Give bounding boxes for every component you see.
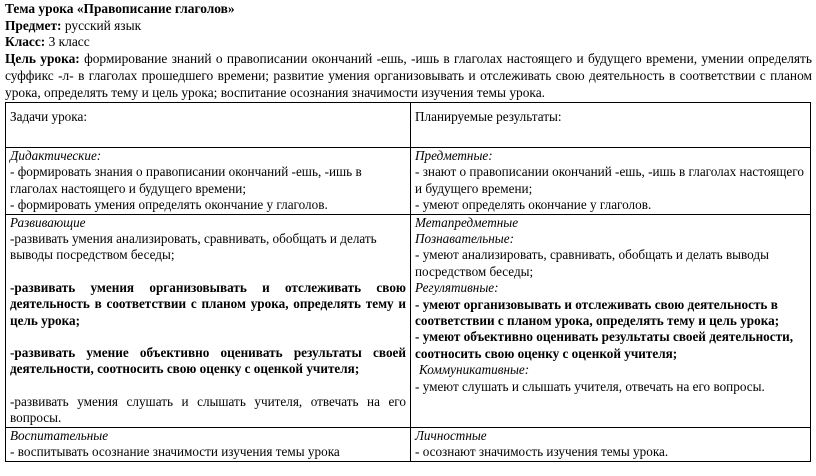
topic-text: Тема урока «Правописание глаголов» xyxy=(5,1,235,16)
meta-results-title: Метапредметные xyxy=(415,214,519,230)
meta-result-2: - умеют организовывать и отслеживать свою деятельность в соответствии с планом урока, определять тему и цель урока; xyxy=(415,296,780,329)
cell-subject-results xyxy=(411,148,811,215)
lesson-plan-table xyxy=(5,102,811,462)
column-header-results: Планируемые результаты: xyxy=(411,103,811,148)
goal-label: Цель урока: xyxy=(5,51,80,67)
column-header-tasks: Задачи урока: xyxy=(6,103,411,148)
developing-task-1: -развивать умения анализировать, сравнивать, обобщать и делать выводы посредством беседы; xyxy=(10,231,377,263)
class-label: Класс: xyxy=(5,34,46,50)
lesson-header xyxy=(0,0,816,101)
cognitive-subtitle: Познавательные: xyxy=(415,231,514,247)
table-row-developing xyxy=(6,214,811,427)
lesson-class xyxy=(5,34,812,51)
didactic-task-1: - формировать знания о правописании окончаний -ешь, -ишь в глаголах настоящего и будущего времени; xyxy=(10,164,362,196)
communicative-subtitle: Коммуникативные: xyxy=(419,362,530,378)
spacer xyxy=(10,329,406,345)
educational-task-1: - воспитывать осознание значимости изучения темы урока xyxy=(10,444,340,460)
goal-value: формирование знаний о правописании окончаний -ешь, -ишь в глаголах настоящего и будущего времени, умении определять суффикс -л- в глаголах прошедшего времени; развитие умения организовывать и отслеживать свою деятельность в соответствии с планом урока, определять тему и цель урока; воспитание осознания значимости изучения темы урока. xyxy=(5,51,812,100)
cell-educational-tasks xyxy=(6,427,411,461)
table-row-educational xyxy=(6,427,811,461)
subject-result-2: - умеют определять окончание у глаголов. xyxy=(415,197,652,213)
educational-title: Воспитательные xyxy=(10,427,109,443)
didactic-task-2: - формировать умения определять окончание у глаголов. xyxy=(10,197,328,213)
personal-results-title: Личностные xyxy=(415,427,487,443)
subject-label: Предмет: xyxy=(5,17,62,33)
subject-result-1: - знают о правописании окончаний -ешь, -ишь в глаголах настоящего и будущего времени; xyxy=(415,164,804,196)
cell-developing-tasks xyxy=(6,214,411,427)
subject-value: русский язык xyxy=(61,17,142,33)
cell-personal-results xyxy=(411,427,811,461)
personal-result-1: - осознают значимость изучения темы урока. xyxy=(415,444,669,460)
lesson-goal xyxy=(5,51,812,101)
meta-result-3: - умеют объективно оценивать результаты своей деятельности, соотносить свою оценку с оценкой учителя; xyxy=(415,329,793,361)
lesson-subject xyxy=(5,18,812,35)
spacer xyxy=(10,378,406,394)
developing-task-2: -развивать умения организовывать и отслеживать свою деятельность в соответствии с планом урока, определять тему и цель урока; xyxy=(10,279,406,328)
table-row-didactic xyxy=(6,148,811,215)
subject-results-title: Предметные: xyxy=(415,148,493,163)
developing-task-4: -развивать умения слушать и слышать учителя, отвечать на его вопросы. xyxy=(10,393,406,426)
regulative-subtitle: Регулятивные: xyxy=(415,280,499,296)
meta-result-4: - умеют слушать и слышать учителя, отвечать на его вопросы. xyxy=(415,378,765,394)
lesson-topic xyxy=(5,1,812,18)
meta-result-1: - умеют анализировать, сравнивать, обобщать и делать выводы посредством беседы; xyxy=(415,247,769,279)
cell-didactic-tasks xyxy=(6,148,411,215)
cell-meta-results xyxy=(411,214,811,427)
developing-task-3: -развивать умение объективно оценивать результаты своей деятельности, соотносить свою оценку с оценкой учителя; xyxy=(10,345,406,377)
didactic-title: Дидактические: xyxy=(10,148,102,163)
table-header-row xyxy=(6,103,811,148)
class-value: 3 класс xyxy=(45,34,90,50)
spacer xyxy=(10,264,406,280)
developing-title: Развивающие xyxy=(10,214,86,230)
